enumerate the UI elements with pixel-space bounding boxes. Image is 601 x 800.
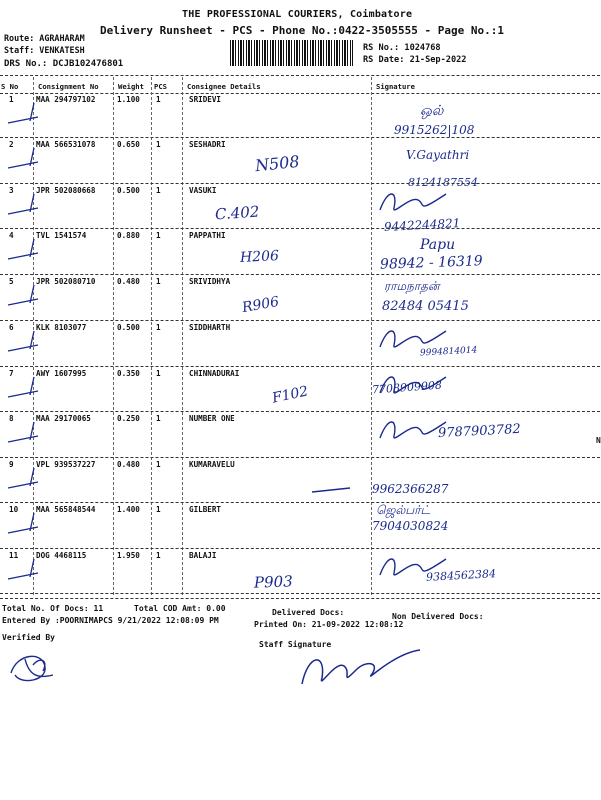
- consignee-name: NUMBER ONE: [189, 414, 235, 423]
- consignment-number: TVL 1541574: [36, 231, 87, 240]
- company-name: THE PROFESSIONAL COURIERS, Coimbatore: [182, 9, 413, 20]
- row-sno: 6: [9, 323, 14, 332]
- receiver-signature-text: Papu: [420, 237, 456, 253]
- pieces: 1: [156, 277, 161, 286]
- receiver-signature-text: V.Gayathri: [406, 148, 470, 162]
- delivered-tick: [4, 375, 44, 405]
- row-divider: [0, 228, 600, 229]
- receiver-phone: 9442244821: [383, 216, 461, 234]
- receiver-phone: 9994814014: [419, 345, 478, 359]
- divider: [0, 93, 600, 94]
- edge-mark: N: [596, 436, 601, 445]
- consignment-row: [0, 95, 600, 135]
- divider: [0, 75, 600, 76]
- consignee-name: SIDDHARTH: [189, 323, 231, 332]
- route: Route: AGRAHARAM: [4, 33, 85, 43]
- receiver-phone: 98942 - 16319: [379, 253, 483, 273]
- consignment-number: JPR 502080668: [36, 186, 96, 195]
- consignee-name: KUMARAVELU: [189, 460, 235, 469]
- row-sno: 7: [9, 369, 14, 378]
- weight: 1.950: [117, 551, 140, 560]
- delivered-tick: [4, 557, 44, 587]
- delivered-tick: [4, 466, 44, 496]
- row-sno: 3: [9, 186, 14, 195]
- delivered-tick: [4, 192, 44, 222]
- weight: 1.400: [117, 505, 140, 514]
- entered-by: Entered By :POORNIMAPCS 9/21/2022 12:08:09 PM: [2, 616, 219, 625]
- consignee-name: SESHADRI: [189, 140, 226, 149]
- weight: 0.500: [117, 323, 140, 332]
- consignment-row: [0, 505, 600, 545]
- verifier-signature: [3, 645, 63, 690]
- consignment-number: JPR 502080710: [36, 277, 96, 286]
- flat-number-note: F102: [270, 383, 310, 407]
- col-sno: S No: [1, 82, 19, 91]
- pieces: 1: [156, 369, 161, 378]
- receiver-signature-text: ஒல்: [420, 103, 444, 119]
- weight: 0.650: [117, 140, 140, 149]
- receiver-signature-text: ஜெல்பர்ட்: [376, 503, 431, 517]
- consignment-number: MAA 29170065: [36, 414, 91, 423]
- row-sno: 4: [9, 231, 14, 240]
- row-sno: 9: [9, 460, 14, 469]
- consignee-name: CHINNADURAI: [189, 369, 240, 378]
- drs-number: DRS No.: DCJB102476801: [4, 59, 124, 69]
- receiver-phone: 9787903782: [437, 421, 522, 442]
- receiver-signature: [376, 186, 456, 216]
- runsheet-title: Delivery Runsheet - PCS - Phone No.:0422-3505555 - Page No.:1: [100, 24, 504, 37]
- consignment-row: [0, 277, 600, 317]
- weight: 0.480: [117, 277, 140, 286]
- consignment-row: [0, 414, 600, 454]
- delivered-tick: [4, 237, 44, 267]
- pieces: 1: [156, 95, 161, 104]
- flat-number-note: P903: [253, 572, 294, 592]
- pieces: 1: [156, 186, 161, 195]
- consignment-row: [0, 140, 600, 189]
- pieces: 1: [156, 505, 161, 514]
- weight: 0.500: [117, 186, 140, 195]
- staff-signature-label: Staff Signature: [259, 640, 332, 649]
- delivered-tick: [4, 420, 44, 450]
- printed-on: Printed On: 21-09-2022 12:08:12: [254, 620, 404, 629]
- row-sno: 1: [9, 95, 14, 104]
- consignment-number: MAA 566531078: [36, 140, 96, 149]
- receiver-signature: [310, 472, 390, 502]
- receiver-phone: 82484 05415: [382, 299, 469, 314]
- weight: 0.350: [117, 369, 140, 378]
- receiver-phone: 7708909908: [371, 378, 443, 397]
- non-delivered-docs: Non Delivered Docs:: [392, 612, 484, 621]
- col-signature: Signature: [376, 82, 415, 91]
- row-sno: 8: [9, 414, 14, 423]
- pieces: 1: [156, 551, 161, 560]
- row-divider: [0, 137, 600, 138]
- row-sno: 2: [9, 140, 14, 149]
- consignment-row: [0, 186, 600, 234]
- consignment-number: VPL 939537227: [36, 460, 96, 469]
- staff-signature: [296, 644, 426, 694]
- consignment-row: [0, 551, 600, 591]
- receiver-phone: 9915262|108: [394, 123, 475, 137]
- receiver-phone: 9962366287: [372, 482, 449, 496]
- divider: [0, 598, 600, 599]
- col-consignee: Consignee Details: [187, 82, 261, 91]
- consignment-row: [0, 369, 600, 409]
- consignee-name: BALAJI: [189, 551, 217, 560]
- delivered-tick: [4, 283, 44, 313]
- consignment-number: KLK 8103077: [36, 323, 87, 332]
- staff: Staff: VENKATESH: [4, 45, 85, 55]
- weight: 1.100: [117, 95, 140, 104]
- receiver-signature: [376, 414, 456, 444]
- consignee-name: VASUKI: [189, 186, 217, 195]
- receiver-signature: [376, 551, 456, 581]
- barcode: [230, 40, 353, 66]
- receiver-phone: 9384562384: [425, 567, 497, 584]
- row-divider: [0, 548, 600, 549]
- consignment-row: [0, 460, 600, 500]
- verified-by-label: Verified By: [2, 633, 55, 642]
- flat-number-note: R906: [240, 293, 281, 317]
- consignment-number: MAA 294797102: [36, 95, 96, 104]
- consignment-number: MAA 565848544: [36, 505, 96, 514]
- receiver-signature: [376, 369, 456, 399]
- row-divider: [0, 502, 600, 503]
- pieces: 1: [156, 323, 161, 332]
- flat-number-note: C.402: [214, 202, 260, 224]
- consignee-name: GILBERT: [189, 505, 222, 514]
- receiver-phone: 7904030824: [372, 519, 449, 533]
- pieces: 1: [156, 414, 161, 423]
- pieces: 1: [156, 140, 161, 149]
- col-pcs: PCS: [154, 82, 167, 91]
- row-divider: [0, 320, 600, 321]
- receiver-phone: 8124187554: [408, 176, 478, 189]
- consignee-name: SRIVIDHYA: [189, 277, 231, 286]
- row-divider: [0, 593, 600, 594]
- delivered-tick: [4, 511, 44, 541]
- row-divider: [0, 411, 600, 412]
- total-docs: Total No. Of Docs: 11: [2, 604, 104, 613]
- pieces: 1: [156, 231, 161, 240]
- weight: 0.880: [117, 231, 140, 240]
- consignee-name: SRIDEVI: [189, 95, 222, 104]
- weight: 0.250: [117, 414, 140, 423]
- row-divider: [0, 274, 600, 275]
- consignment-row: [0, 323, 600, 363]
- delivered-docs: Delivered Docs:: [272, 608, 345, 617]
- rs-date: RS Date: 21-Sep-2022: [363, 55, 467, 65]
- delivered-tick: [4, 146, 44, 176]
- flat-number-note: H206: [239, 247, 280, 267]
- total-cod: Total COD Amt: 0.00: [134, 604, 226, 613]
- flat-number-note: N508: [254, 151, 301, 176]
- rs-number: RS No.: 1024768: [363, 43, 441, 53]
- consignment-number: AWY 1607995: [36, 369, 87, 378]
- weight: 0.480: [117, 460, 140, 469]
- row-divider: [0, 457, 600, 458]
- delivered-tick: [4, 329, 44, 359]
- col-weight: Weight: [118, 82, 144, 91]
- row-divider: [0, 366, 600, 367]
- row-sno: 5: [9, 277, 14, 286]
- row-divider: [0, 183, 600, 184]
- consignment-number: DOG 4468115: [36, 551, 87, 560]
- receiver-signature: [376, 323, 456, 353]
- consignee-name: PAPPATHI: [189, 231, 226, 240]
- col-consignment: Consignment No: [38, 82, 99, 91]
- consignment-row: [0, 231, 600, 271]
- pieces: 1: [156, 460, 161, 469]
- row-sno: 10: [9, 505, 19, 514]
- delivered-tick: [4, 101, 44, 131]
- receiver-signature-text: ராமநாதன்: [384, 279, 440, 293]
- row-sno: 11: [9, 551, 19, 560]
